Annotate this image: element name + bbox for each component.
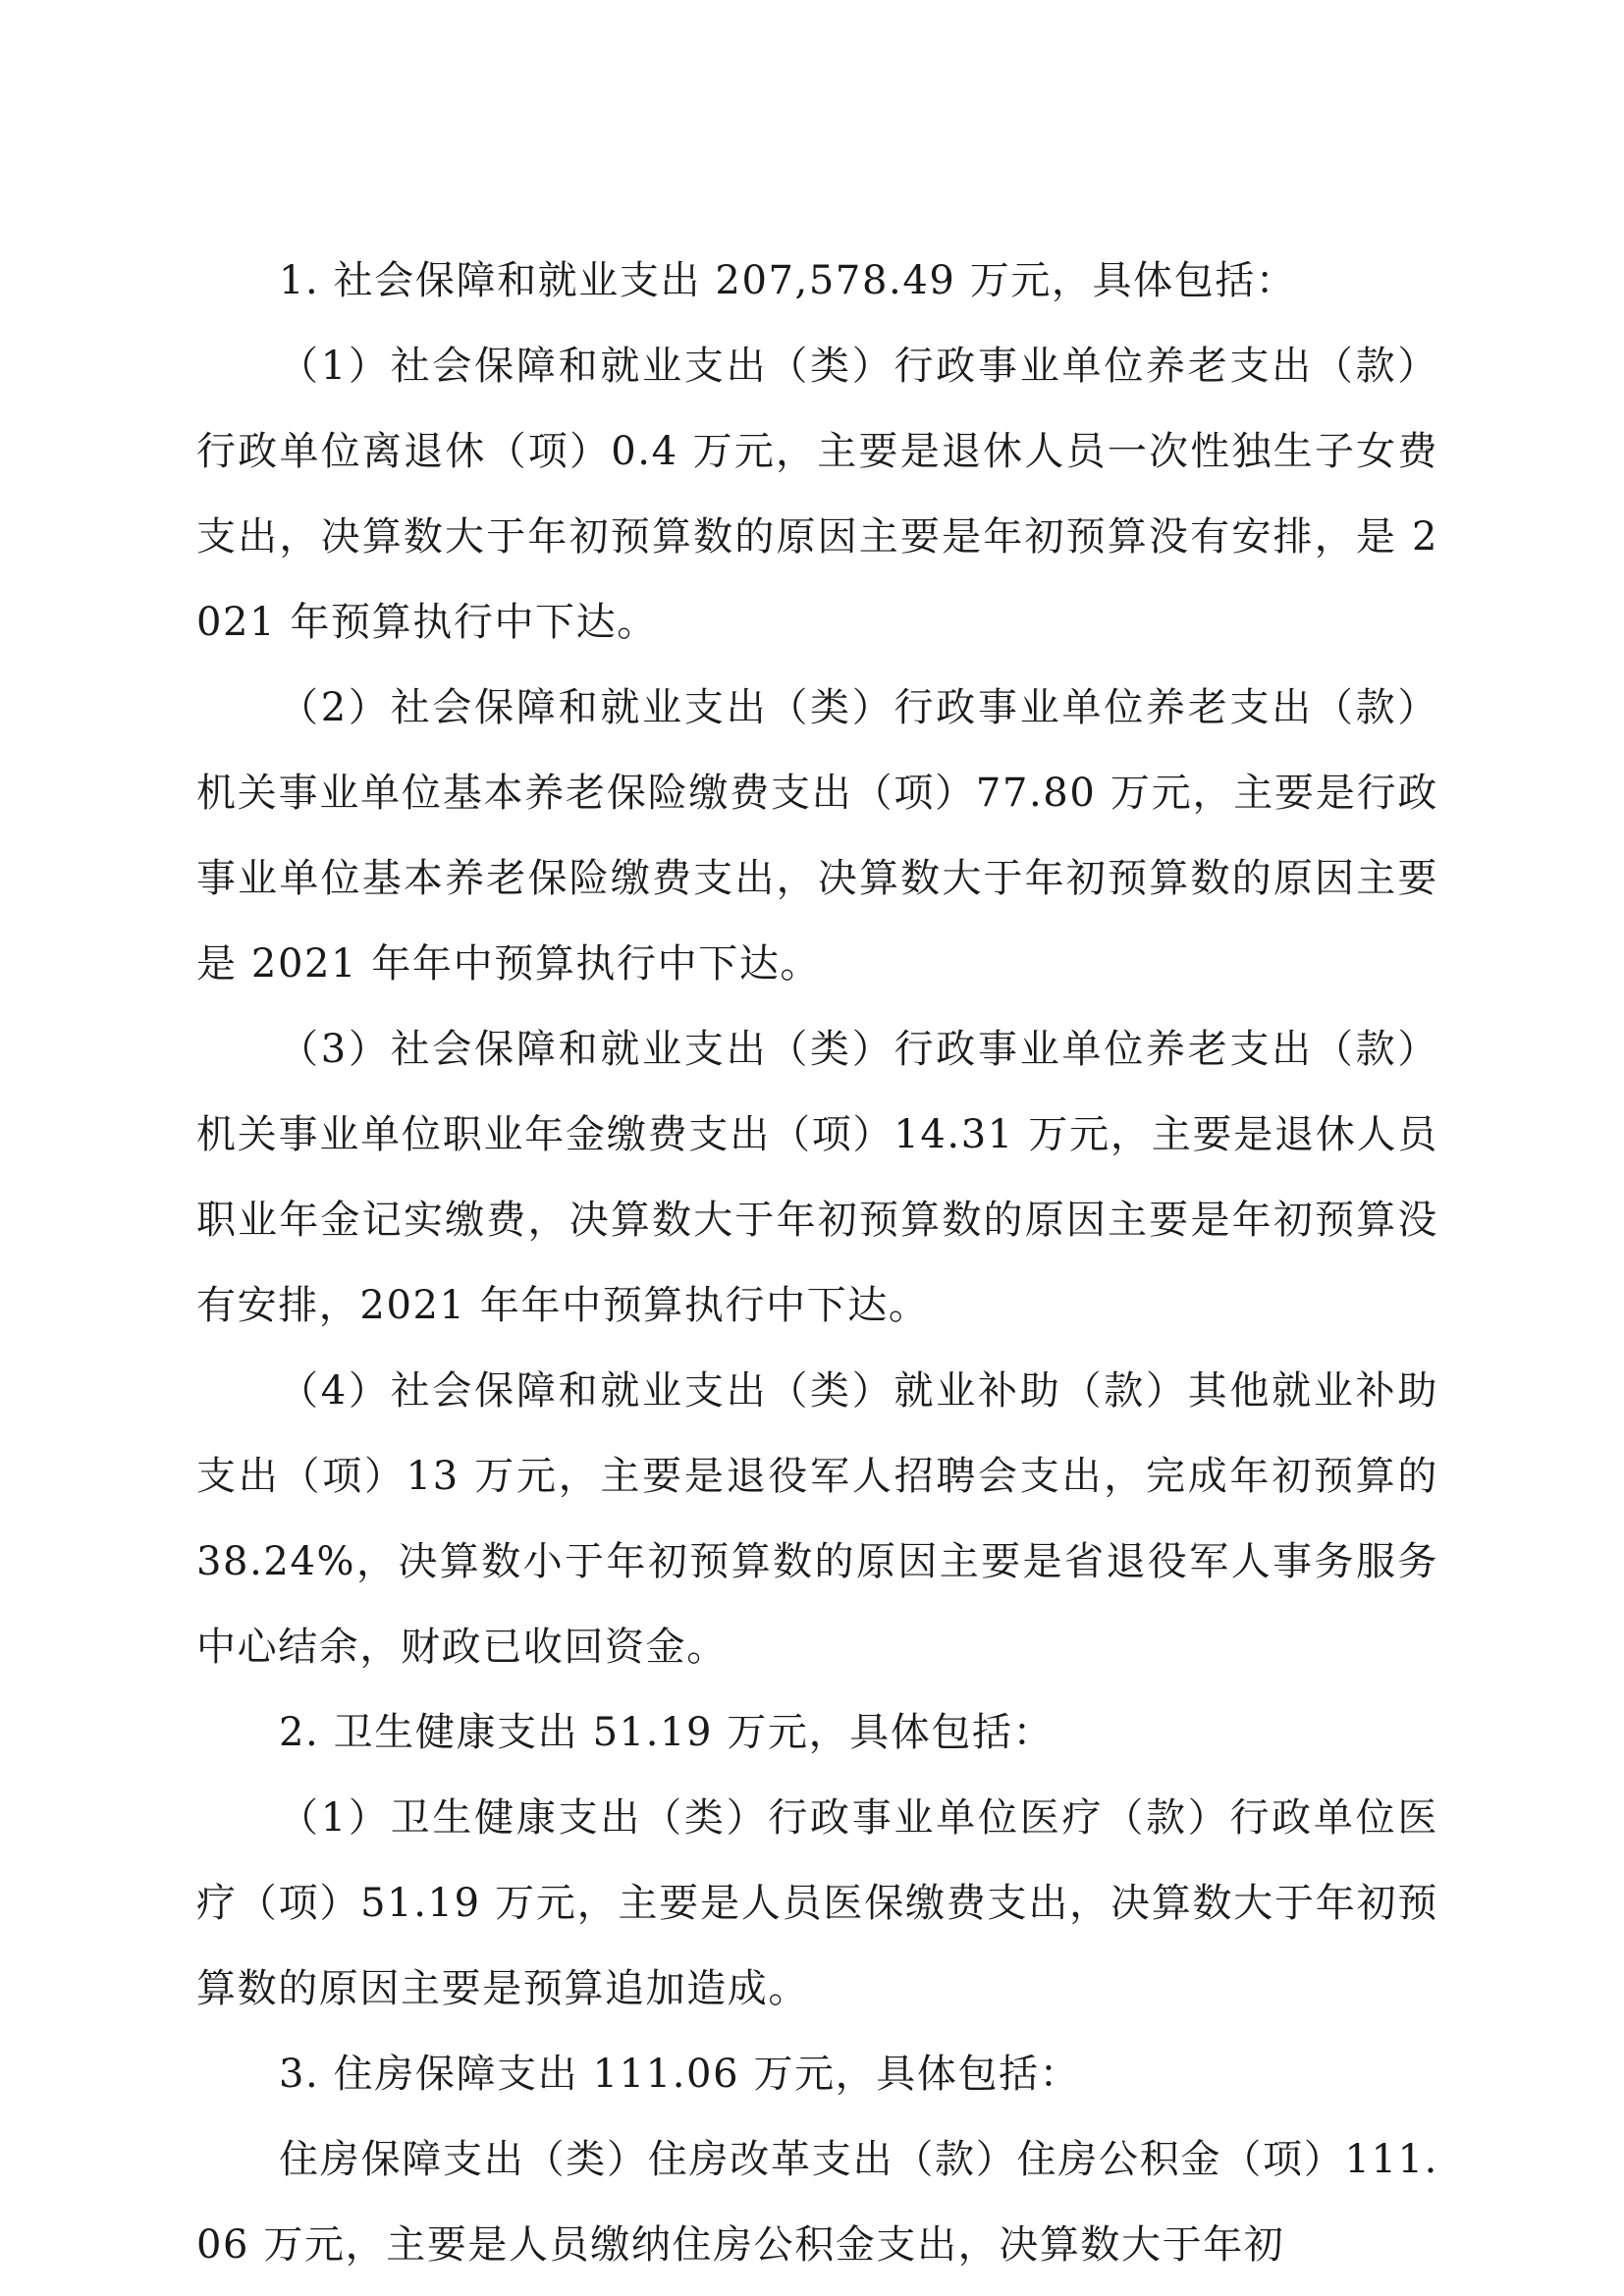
section-heading-housing: 3. 住房保障支出 111.06 万元，具体包括： [279, 2052, 1081, 2097]
paragraph-occupational-annuity: （3）社会保障和就业支出（类）行政事业单位养老支出（款）机关事业单位职业年金缴费支出（项）14.31 万元，主要是退休人员职业年金记实缴费，决算数大于年初预算数的原因主要是年初预算没有安排，2021 年年中预算执行中下达。 [196, 1027, 1438, 1328]
section-heading-health: 2. 卫生健康支出 51.19 万元，具体包括： [279, 1710, 1055, 1755]
document-body [196, 239, 1438, 2288]
paragraph-pension-insurance: （2）社会保障和就业支出（类）行政事业单位养老支出（款）机关事业单位基本养老保险缴费支出（项）77.80 万元，主要是行政事业单位基本养老保险缴费支出，决算数大于年初预算数的原因主要是 2021 年年中预算执行中下达。 [196, 685, 1438, 987]
section-heading-social-security: 1. 社会保障和就业支出 207,578.49 万元，具体包括： [279, 258, 1297, 303]
paragraph-retirement: （1）社会保障和就业支出（类）行政事业单位养老支出（款）行政单位离退休（项）0.4 万元，主要是退休人员一次性独生子女费支出，决算数大于年初预算数的原因主要是年初预算没有安排，是 2021 年预算执行中下达。 [196, 344, 1438, 645]
paragraph-employment-subsidy: （4）社会保障和就业支出（类）就业补助（款）其他就业补助支出（项）13 万元，主要是退役军人招聘会支出，完成年初预算的 38.24%，决算数小于年初预算数的原因主要是省退役军人事务服务中心结余，财政已收回资金。 [196, 1368, 1438, 1670]
paragraph-housing-fund: 住房保障支出（类）住房改革支出（款）住房公积金（项）111.06 万元，主要是人员缴纳住房公积金支出，决算数大于年初 [196, 2137, 1438, 2268]
paragraph-medical: （1）卫生健康支出（类）行政事业单位医疗（款）行政单位医疗（项）51.19 万元，主要是人员医保缴费支出，决算数大于年初预算数的原因主要是预算追加造成。 [196, 1795, 1438, 2011]
